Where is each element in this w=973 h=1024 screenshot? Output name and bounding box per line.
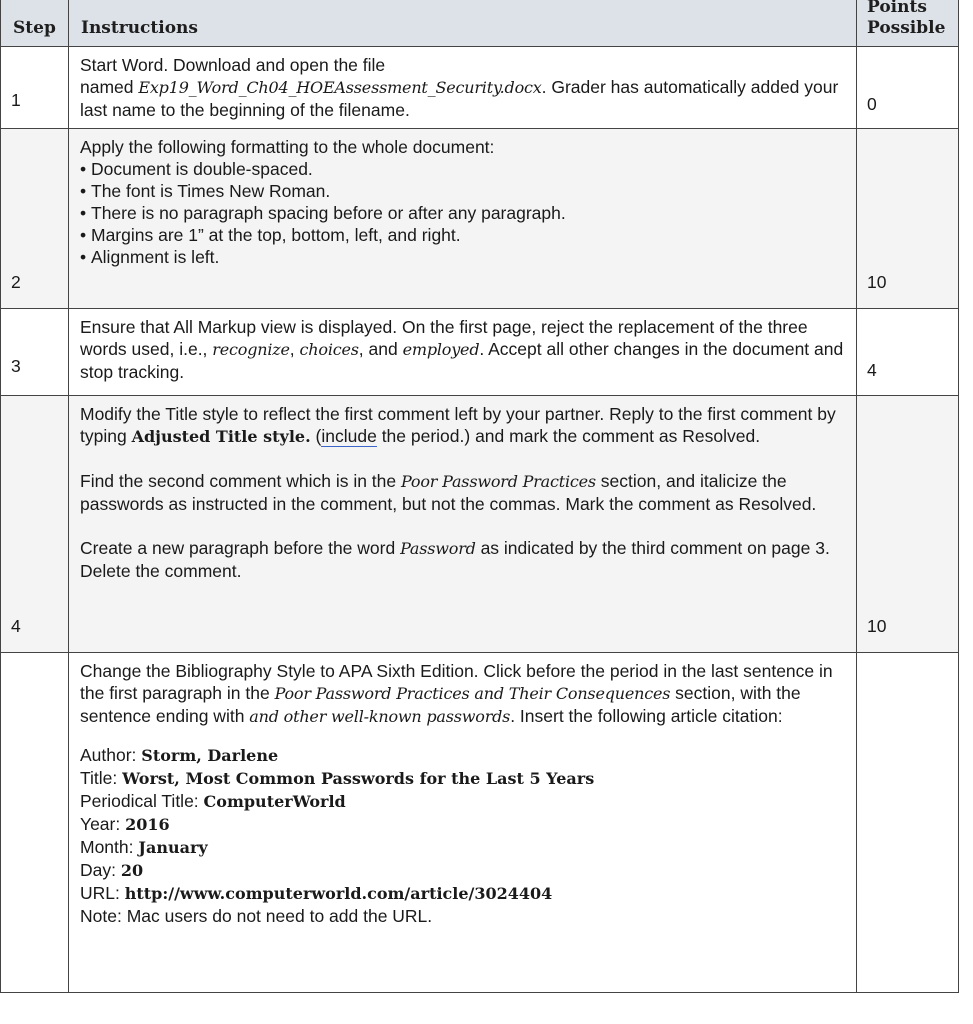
step-instructions [69,309,857,396]
points-value: 10 [857,396,959,653]
citation-title: Title: Worst, Most Common Passwords for the Last 5 Years [80,768,595,788]
citation-year: Year: 2016 [80,814,170,834]
instruction-paragraph-2: Find the second comment which is in the Poor Password Practices section, and italicize the passwords as instructed in the comment, but not the commas. Mark the comment as Resolved. [80,471,817,514]
step-instructions [69,653,857,993]
filename-text: Exp19_Word_Ch04_HOEAssessment_Security.docx [138,78,542,97]
points-value: 4 [857,309,959,396]
table-row-step-4 [1,396,959,653]
sentence-ending: and other well-known passwords [249,707,511,726]
points-value [857,653,959,993]
section-name: Poor Password Practices [401,472,596,491]
step-instructions [69,396,857,653]
citation-author: Author: Storm, Darlene [80,745,279,765]
word-recognize: recognize [212,340,290,359]
citation-note: Note: Mac users do not need to add the URL. [80,906,433,926]
instruction-text: Ensure that All Markup view is displayed. On the first page, reject the replacement of the three words used, i.e., recognize, choices, and employed. Accept all other changes in the document and stop tracking. [80,317,844,382]
word-employed: employed [402,340,480,359]
password-word: Password [400,539,476,558]
step-number [1,653,69,993]
citation-periodical: Periodical Title: ComputerWorld [80,791,346,811]
bullet-item: • The font is Times New Roman. [80,180,846,202]
instruction-paragraph-1: Modify the Title style to reflect the first comment left by your partner. Reply to the first comment by typing Adjusted Title style. (include the period.) and mark the comment as Resolved. [80,404,836,446]
citation-day: Day: 20 [80,860,144,880]
citation-url: URL: http://www.computerworld.com/article/3024404 [80,883,553,903]
instruction-text: Start Word. Download and open the file named Exp19_Word_Ch04_HOEAssessment_Security.docx. Grader has automatically added your last name to the beginning of the filename. [80,55,839,120]
bullet-item: • Margins are 1” at the top, bottom, left, and right. [80,224,846,246]
bullet-item: • Document is double-spaced. [80,158,846,180]
instruction-paragraph-1: Change the Bibliography Style to APA Sixth Edition. Click before the period in the last sentence in the first paragraph in the Poor Password Practices and Their Consequences section, with the sentence ending with and other well-known passwords. Insert the following article citation: [80,661,833,726]
step-number: 1 [1,47,69,129]
step-instructions [69,47,857,129]
step-number: 2 [1,129,69,309]
header-step: Step [1,0,69,47]
table-row-step-1 [1,47,959,129]
reply-text: Adjusted Title style. [131,427,311,446]
bullet-item: • Alignment is left. [80,246,846,268]
step-number: 3 [1,309,69,396]
word-choices: choices [299,340,359,359]
header-instructions: Instructions [69,0,857,47]
table-row-step-3 [1,309,959,396]
points-value: 0 [857,47,959,129]
table-row-step-2 [1,129,959,309]
step-number: 4 [1,396,69,653]
bullet-item: • There is no paragraph spacing before or after any paragraph. [80,202,846,224]
header-points-possible: Points Possible [857,0,959,47]
section-name: Poor Password Practices and Their Consequences [274,684,671,703]
table-row-step-5 [1,653,959,993]
points-value: 10 [857,129,959,309]
table-header-row [1,0,959,47]
spelling-underline-word: include [321,426,377,446]
citation-month: Month: January [80,837,208,857]
instruction-intro: Apply the following formatting to the whole document: [80,137,495,157]
instruction-paragraph-3: Create a new paragraph before the word Password as indicated by the third comment on page 3. Delete the comment. [80,538,830,581]
step-instructions [69,129,857,309]
